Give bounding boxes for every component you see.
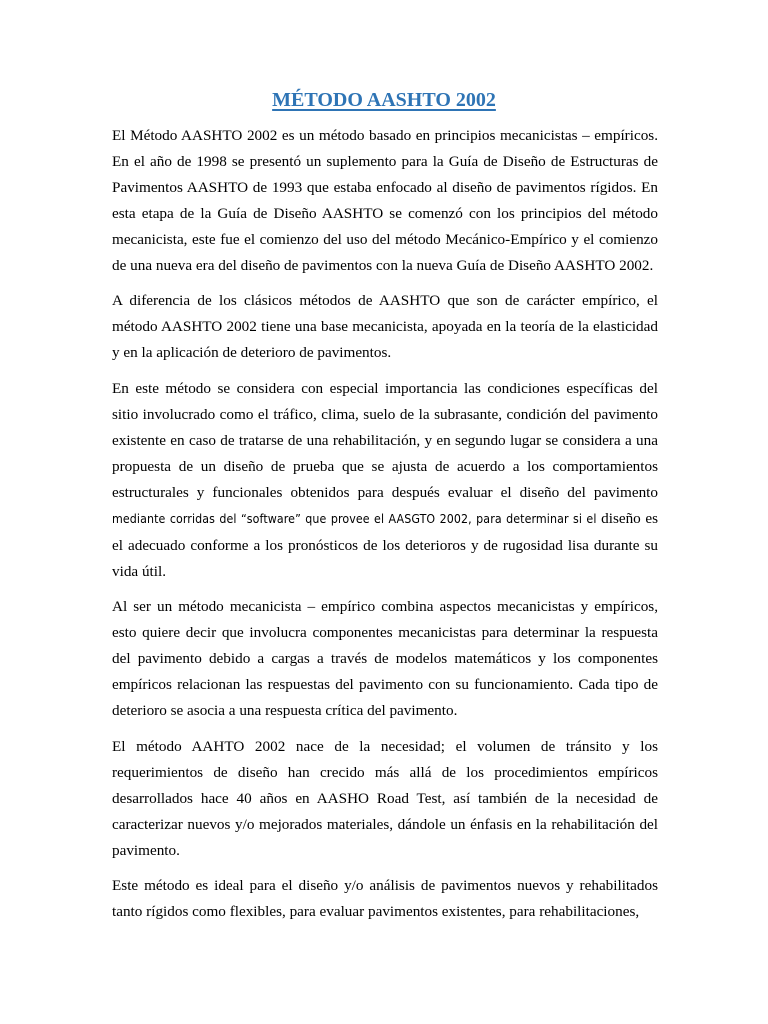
paragraph-1: El Método AASHTO 2002 es un método basado en principios mecanicistas – empíricos. En el año de 1998 se presentó un suplemento para la Guía de Diseño de Estructuras de Pavimentos AASHTO de 1993 que estaba enfocado al diseño de pavimentos rígidos. En esta etapa de la Guía de Diseño AASHTO se comenzó con los principios del método mecanicista, este fue el comienzo del uso del método Mecánico-Empírico y el comienzo de una nueva era del diseño de pavimentos con la nueva Guía de Diseño AASHTO 2002.	[112, 127, 658, 274]
paragraph-3	[112, 376, 658, 584]
document-body	[112, 123, 658, 935]
paragraph-3-text-after: diseño es el adecuado conforme a los pronósticos de los deterioros y de rugosidad lisa durante su vida útil.	[112, 509, 659, 580]
paragraph-5: El método AAHTO 2002 nace de la necesidad; el volumen de tránsito y los requerimientos de diseño han crecido más allá de los procedimientos empíricos desarrollados hace 40 años en AASHO Road Test, así también de la necesidad de caracterizar nuevos y/o mejorados materiales, dándole un énfasis en la rehabilitación del pavimento.	[112, 737, 658, 859]
paragraph-4: Al ser un método mecanicista – empírico combina aspectos mecanicistas y empíricos, esto quiere decir que involucra componentes mecanicistas para determinar la respuesta del pavimento debido a cargas a través de modelos matemáticos y los componentes empíricos relacionan las respuestas del pavimento con su funcionamiento. Cada tipo de deterioro se asocia a una respuesta crítica del pavimento.	[112, 598, 658, 720]
paragraph-6: Este método es ideal para el diseño y/o análisis de pavimentos nuevos y rehabilitados tanto rígidos como flexibles, para evaluar pavimentos existentes, para rehabilitaciones,	[112, 877, 658, 921]
paragraph-2: A diferencia de los clásicos métodos de AASHTO que son de carácter empírico, el método AASHTO 2002 tiene una base mecanicista, apoyada en la teoría de la elasticidad y en la aplicación de deterioro de pavimentos.	[112, 292, 658, 362]
paragraph-3-odd-font-line: mediante corridas del “software” que provee el AASGTO 2002, para determinar si el	[112, 511, 597, 526]
document-title: MÉTODO AASHTO 2002	[272, 89, 496, 111]
paragraph-3-text-before: En este método se considera con especial importancia las condiciones específicas del sitio involucrado como el tráfico, clima, suelo de la subrasante, condición del pavimento existente en caso de tratarse de una rehabilitación, y en segundo lugar se considera a una propuesta de un diseño de prueba que se ajusta de acuerdo a los comportamientos estructurales y funcionales obtenidos para después evaluar el diseño del pavimento	[112, 380, 658, 501]
